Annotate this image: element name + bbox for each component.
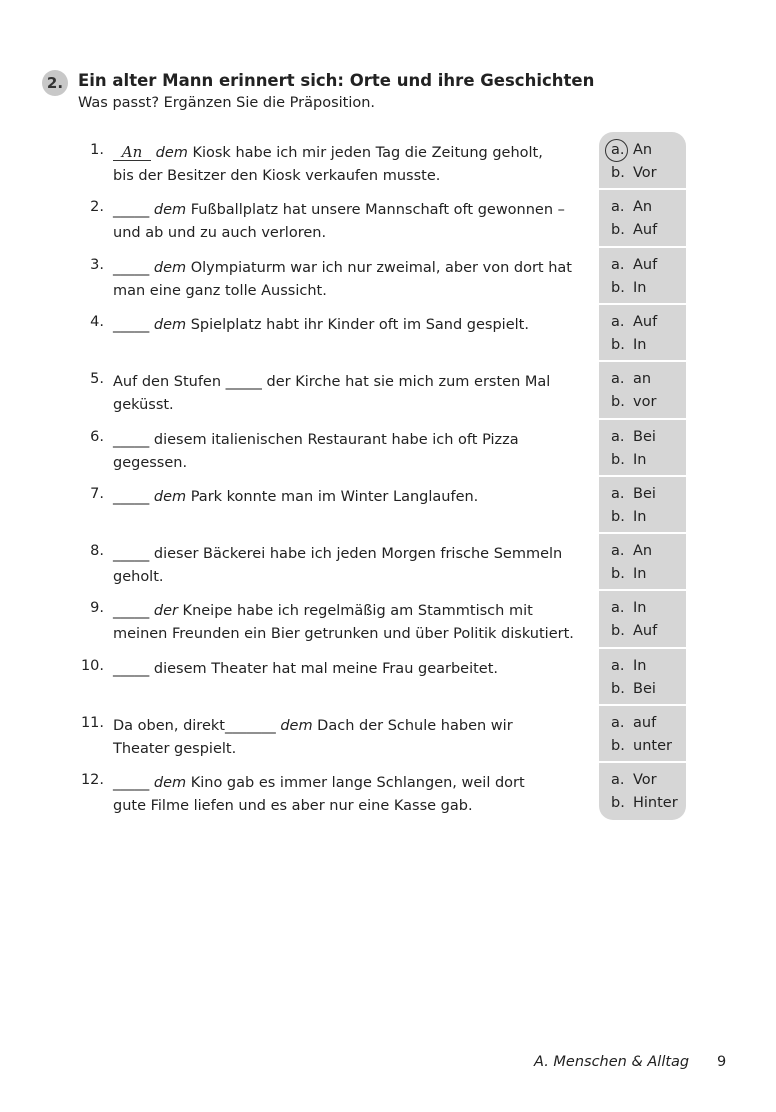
item-sentence	[113, 314, 583, 337]
option-letter-text: b.	[611, 280, 625, 296]
option-letter	[611, 623, 633, 639]
item-number: 4.	[90, 314, 104, 330]
sentence-text: Kiosk habe ich mir jeden Tag die Zeitung geholt,	[187, 145, 543, 161]
option-letter-text: a.	[611, 314, 625, 330]
option-letter-text: a.	[611, 371, 625, 387]
option-letter	[611, 199, 633, 215]
sentence-line-2: gegessen.	[113, 455, 188, 471]
option-letter	[611, 165, 633, 181]
option-letter-text: b.	[611, 566, 625, 582]
sentence-line-2: gute Filme liefen und es aber nur eine Kasse gab.	[113, 798, 473, 814]
item-sentence	[113, 486, 583, 509]
option-b[interactable]	[611, 165, 657, 181]
option-letter	[611, 222, 633, 238]
sentence-line-2: und ab und zu auch verloren.	[113, 225, 327, 241]
option-letter	[611, 543, 633, 559]
sentence-line-2: man eine ganz tolle Aussicht.	[113, 283, 327, 299]
item-number: 2.	[90, 199, 104, 215]
sentence-text: Fußballplatz hat unsere Mannschaft oft gewonnen –	[186, 202, 565, 218]
exercise-item	[0, 304, 776, 361]
option-letter	[611, 566, 633, 582]
option-letter-text: a.	[611, 199, 625, 215]
option-a[interactable]	[611, 715, 656, 731]
exercise-item	[0, 476, 776, 533]
item-number: 12.	[80, 772, 104, 788]
sentence-line-2: bis der Besitzer den Kiosk verkaufen musste.	[113, 168, 441, 184]
option-a[interactable]	[611, 543, 652, 559]
sentence-line-2: geküsst.	[113, 397, 174, 413]
option-word: In	[633, 566, 647, 582]
italic-article: dem	[153, 489, 187, 505]
exercise-item	[0, 361, 776, 418]
option-word: An	[633, 199, 653, 215]
item-sentence	[113, 371, 583, 417]
item-sentence	[113, 429, 583, 475]
sentence-line-1	[113, 486, 583, 509]
page-number: 9	[717, 1054, 727, 1070]
option-word: Auf	[633, 623, 658, 639]
option-letter-text: b.	[611, 452, 625, 468]
sentence-text: _____ diesem italienischen Restaurant habe ich oft Pizza	[113, 432, 519, 448]
option-word: An	[633, 543, 653, 559]
option-word: In	[633, 509, 647, 525]
option-a[interactable]	[611, 772, 657, 788]
option-word: Bei	[633, 486, 656, 502]
answer-blank[interactable]: _____	[113, 489, 154, 505]
option-b[interactable]	[611, 681, 656, 697]
option-word: Auf	[633, 314, 658, 330]
option-word: Auf	[633, 257, 658, 273]
option-letter	[611, 600, 633, 616]
option-letter	[611, 772, 633, 788]
option-word: Hinter	[633, 795, 678, 811]
option-letter-text: b.	[611, 795, 625, 811]
exercise-item	[0, 419, 776, 476]
option-b[interactable]	[611, 222, 657, 238]
option-letter-text: a.	[611, 257, 625, 273]
exercise-instruction: Was passt? Ergänzen Sie die Präposition.	[78, 95, 376, 111]
item-number: 7.	[90, 486, 104, 502]
option-word: An	[633, 142, 653, 158]
exercise-title: Ein alter Mann erinnert sich: Orte und ihre Geschichten	[78, 71, 595, 90]
exercise-item	[0, 533, 776, 590]
option-b[interactable]	[611, 738, 672, 754]
item-sentence	[113, 142, 583, 188]
sentence-line-1	[113, 715, 583, 738]
option-b[interactable]	[611, 566, 646, 582]
italic-article: der	[153, 603, 178, 619]
option-letter-text: b.	[611, 222, 625, 238]
exercise-item	[0, 762, 776, 819]
sentence-line-1	[113, 772, 583, 795]
option-letter-text: a.	[611, 543, 625, 559]
exercise-item	[0, 189, 776, 246]
item-sentence	[113, 715, 583, 761]
answer-blank[interactable]: _____	[113, 317, 154, 333]
option-word: an	[633, 371, 652, 387]
sentence-text: Olympiaturm war ich nur zweimal, aber von dort hat	[186, 260, 572, 276]
option-letter	[611, 715, 633, 731]
option-word: In	[633, 337, 647, 353]
option-b[interactable]	[611, 509, 646, 525]
exercise-number-badge: 2.	[42, 70, 68, 96]
item-sentence	[113, 772, 583, 818]
item-number: 11.	[80, 715, 104, 731]
option-word: Bei	[633, 681, 656, 697]
option-letter	[611, 257, 633, 273]
sentence-text: Kino gab es immer lange Schlangen, weil dort	[186, 775, 525, 791]
answer-blank[interactable]: _____	[113, 603, 154, 619]
option-b[interactable]	[611, 623, 657, 639]
item-sentence	[113, 257, 583, 303]
option-letter-text: b.	[611, 681, 625, 697]
italic-article: dem	[155, 145, 188, 161]
sentence-line-1	[113, 429, 583, 452]
option-word: auf	[633, 715, 657, 731]
option-a[interactable]	[611, 658, 646, 674]
item-sentence	[113, 600, 583, 646]
exercise-item	[0, 590, 776, 647]
option-a[interactable]	[611, 199, 652, 215]
option-letter-text: a.	[611, 658, 625, 674]
answer-blank[interactable]: _____	[113, 260, 154, 276]
option-letter	[611, 738, 633, 754]
sentence-text: Spielplatz habt ihr Kinder oft im Sand gespielt.	[186, 317, 529, 333]
option-letter	[611, 509, 633, 525]
option-letter-text: b.	[611, 509, 625, 525]
option-word: vor	[633, 394, 657, 410]
italic-article: dem	[153, 202, 187, 218]
item-sentence	[113, 199, 583, 245]
sentence-text: Kneipe habe ich regelmäßig am Stammtisch mit	[177, 603, 533, 619]
sentence-text: Dach der Schule haben wir	[312, 718, 513, 734]
sentence-line-1	[113, 658, 583, 681]
option-letter	[611, 142, 633, 158]
italic-article: dem	[153, 317, 187, 333]
option-letter	[611, 681, 633, 697]
option-letter-text: a.	[611, 772, 625, 788]
exercise-item	[0, 648, 776, 705]
answer-blank[interactable]: Da oben, direkt_______	[113, 718, 281, 734]
option-word: In	[633, 452, 647, 468]
option-letter-text: b.	[611, 165, 625, 181]
answer-blank[interactable]: _____	[113, 202, 154, 218]
sentence-line-2: geholt.	[113, 569, 164, 585]
option-letter	[611, 371, 633, 387]
answer-blank[interactable]: _____	[113, 775, 154, 791]
option-letter	[611, 280, 633, 296]
option-b[interactable]	[611, 452, 646, 468]
option-a[interactable]	[611, 486, 656, 502]
option-word: In	[633, 280, 647, 296]
option-letter-text: a.	[611, 486, 625, 502]
exercise-item	[0, 132, 776, 189]
option-letter-text: b.	[611, 623, 625, 639]
footer-section-title: A. Menschen & Alltag	[534, 1054, 690, 1070]
sentence-line-2: Theater gespielt.	[113, 741, 237, 757]
item-sentence	[113, 543, 583, 589]
option-letter-text: b.	[611, 337, 625, 353]
handwritten-answer[interactable]: An	[113, 144, 151, 161]
option-letter	[611, 795, 633, 811]
item-number: 10.	[80, 658, 104, 674]
option-word: In	[633, 658, 647, 674]
sentence-line-1	[113, 257, 583, 280]
option-letter	[611, 658, 633, 674]
item-sentence	[113, 658, 583, 681]
option-word: Vor	[633, 772, 657, 788]
exercise-item	[0, 705, 776, 762]
option-letter-text: a.	[611, 142, 625, 158]
item-number: 5.	[90, 371, 104, 387]
item-number: 9.	[90, 600, 104, 616]
italic-article: dem	[153, 775, 187, 791]
selected-circle-mark	[605, 139, 628, 162]
sentence-line-1	[113, 543, 583, 566]
option-letter-text: b.	[611, 738, 625, 754]
option-letter	[611, 486, 633, 502]
sentence-text: _____ dieser Bäckerei habe ich jeden Morgen frische Semmeln	[113, 546, 563, 562]
item-number: 3.	[90, 257, 104, 273]
sentence-line-1	[113, 371, 583, 394]
sentence-line-1	[113, 314, 583, 337]
sentence-line-1	[113, 600, 583, 623]
sentence-line-2: meinen Freunden ein Bier getrunken und über Politik diskutiert.	[113, 626, 574, 642]
option-letter	[611, 429, 633, 445]
option-word: Bei	[633, 429, 656, 445]
option-a[interactable]	[611, 314, 657, 330]
item-number: 8.	[90, 543, 104, 559]
item-number: 6.	[90, 429, 104, 445]
sentence-line-1	[113, 199, 583, 222]
option-a[interactable]	[611, 371, 651, 387]
option-b[interactable]	[611, 795, 678, 811]
option-a[interactable]	[611, 142, 652, 158]
option-letter	[611, 452, 633, 468]
option-b[interactable]	[611, 280, 646, 296]
item-number: 1.	[90, 142, 104, 158]
exercise-item	[0, 247, 776, 304]
option-b[interactable]	[611, 337, 646, 353]
option-word: In	[633, 600, 647, 616]
option-a[interactable]	[611, 600, 646, 616]
italic-article: dem	[280, 718, 313, 734]
option-letter-text: a.	[611, 429, 625, 445]
option-a[interactable]	[611, 257, 657, 273]
option-word: unter	[633, 738, 672, 754]
option-b[interactable]	[611, 394, 656, 410]
sentence-text: Auf den Stufen _____ der Kirche hat sie mich zum ersten Mal	[113, 374, 551, 390]
italic-article: dem	[153, 260, 187, 276]
option-word: Vor	[633, 165, 657, 181]
option-letter-text: b.	[611, 394, 625, 410]
sentence-text: Park konnte man im Winter Langlaufen.	[186, 489, 479, 505]
option-letter	[611, 314, 633, 330]
sentence-line-1	[113, 142, 583, 165]
option-letter-text: a.	[611, 715, 625, 731]
option-word: Auf	[633, 222, 658, 238]
option-letter	[611, 394, 633, 410]
option-letter	[611, 337, 633, 353]
option-a[interactable]	[611, 429, 656, 445]
sentence-text: _____ diesem Theater hat mal meine Frau gearbeitet.	[113, 661, 499, 677]
option-letter-text: a.	[611, 600, 625, 616]
